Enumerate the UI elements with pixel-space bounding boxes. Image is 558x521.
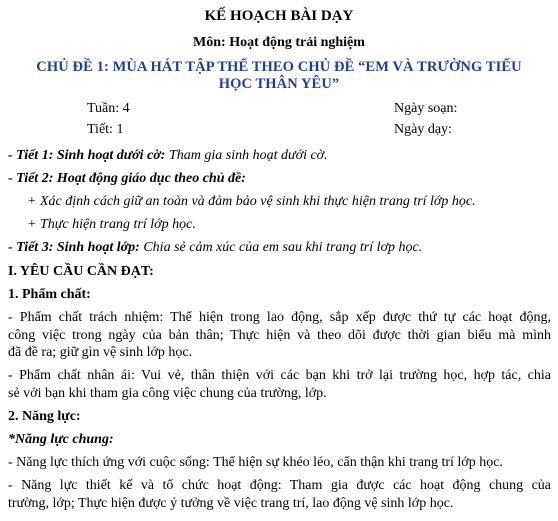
teach-date-label: Ngày dạy: <box>394 122 452 137</box>
kindness-line-1: - Phẩm chất nhân ái: Vui vẻ, thân thiện với các bạn khi trở lại trường học, hợp tác, chia <box>8 368 551 383</box>
responsibility-line-2: công việc trong ngày của bản thân; Thực hiện và theo dõi được thời gian biểu mà mình <box>8 328 551 343</box>
period-label: Tiết: 1 <box>87 122 124 137</box>
tiet2-item-1: + Xác định cách giữ an toàn và đảm bảo vệ sinh khi thực hiện trang trí lớp học. <box>27 194 476 209</box>
tiet1-label: - Tiết 1: Sinh hoạt dưới cờ: <box>8 148 166 163</box>
section-requirements: I. YÊU CẦU CẦN ĐẠT: <box>8 264 154 279</box>
tiet2-label: - Tiết 2: Hoạt động giáo dục theo chủ đề: <box>8 171 246 186</box>
organization-line-1: - Năng lực thiết kế và tổ chức hoạt động: Tham gia được các hoạt động chung của <box>8 478 551 493</box>
subsection-competencies: 2. Năng lực: <box>8 409 81 424</box>
tiet2-item-2: + Thực hiện trang trí lớp học. <box>27 217 196 232</box>
tiet1-line <box>8 147 328 164</box>
tiet1-text: Tham gia sinh hoạt dưới cờ. <box>165 148 328 163</box>
theme-line-2: HỌC THÂN YÊU” <box>218 76 340 92</box>
theme-line-1: CHỦ ĐỀ 1: MÙA HÁT TẬP THỂ THEO CHỦ ĐỀ “EM VÀ TRƯỜNG TIỂU <box>36 59 522 75</box>
subject-line: Môn: Hoạt động trải nghiệm <box>193 35 365 50</box>
prep-date-label: Ngày soạn: <box>394 101 458 116</box>
adaptation-competency: - Năng lực thích ứng với cuộc sống: Thể hiện sự khéo léo, cẩn thận khi trang trí lớp học. <box>8 455 503 470</box>
organization-line-2: trường, lớp; Thực hiện được ý tưởng về việc trang trí, lao động vệ sinh lớp học. <box>8 496 454 511</box>
week-label: Tuần: 4 <box>87 101 130 116</box>
tiet3-line <box>8 239 422 256</box>
tiet3-text: Chia sẻ cảm xúc của em sau khi trang trí lơp học. <box>139 240 423 255</box>
document-title: KẾ HOẠCH BÀI DẠY <box>204 8 354 24</box>
general-competencies-label: *Năng lực chung: <box>8 432 114 447</box>
kindness-line-2: sẻ với bạn khi tham gia công việc chung của trường, lớp. <box>8 386 327 401</box>
responsibility-line-3: đã đề ra; giữ gìn vệ sinh lớp học. <box>8 345 193 360</box>
tiet3-label: - Tiết 3: Sinh hoạt lớp: <box>8 240 140 255</box>
responsibility-line-1: - Phẩm chất trách nhiệm: Thể hiện trong lao động, sắp xếp được thứ tự các hoạt động, <box>8 310 551 325</box>
subsection-qualities: 1. Phẩm chất: <box>8 287 91 302</box>
